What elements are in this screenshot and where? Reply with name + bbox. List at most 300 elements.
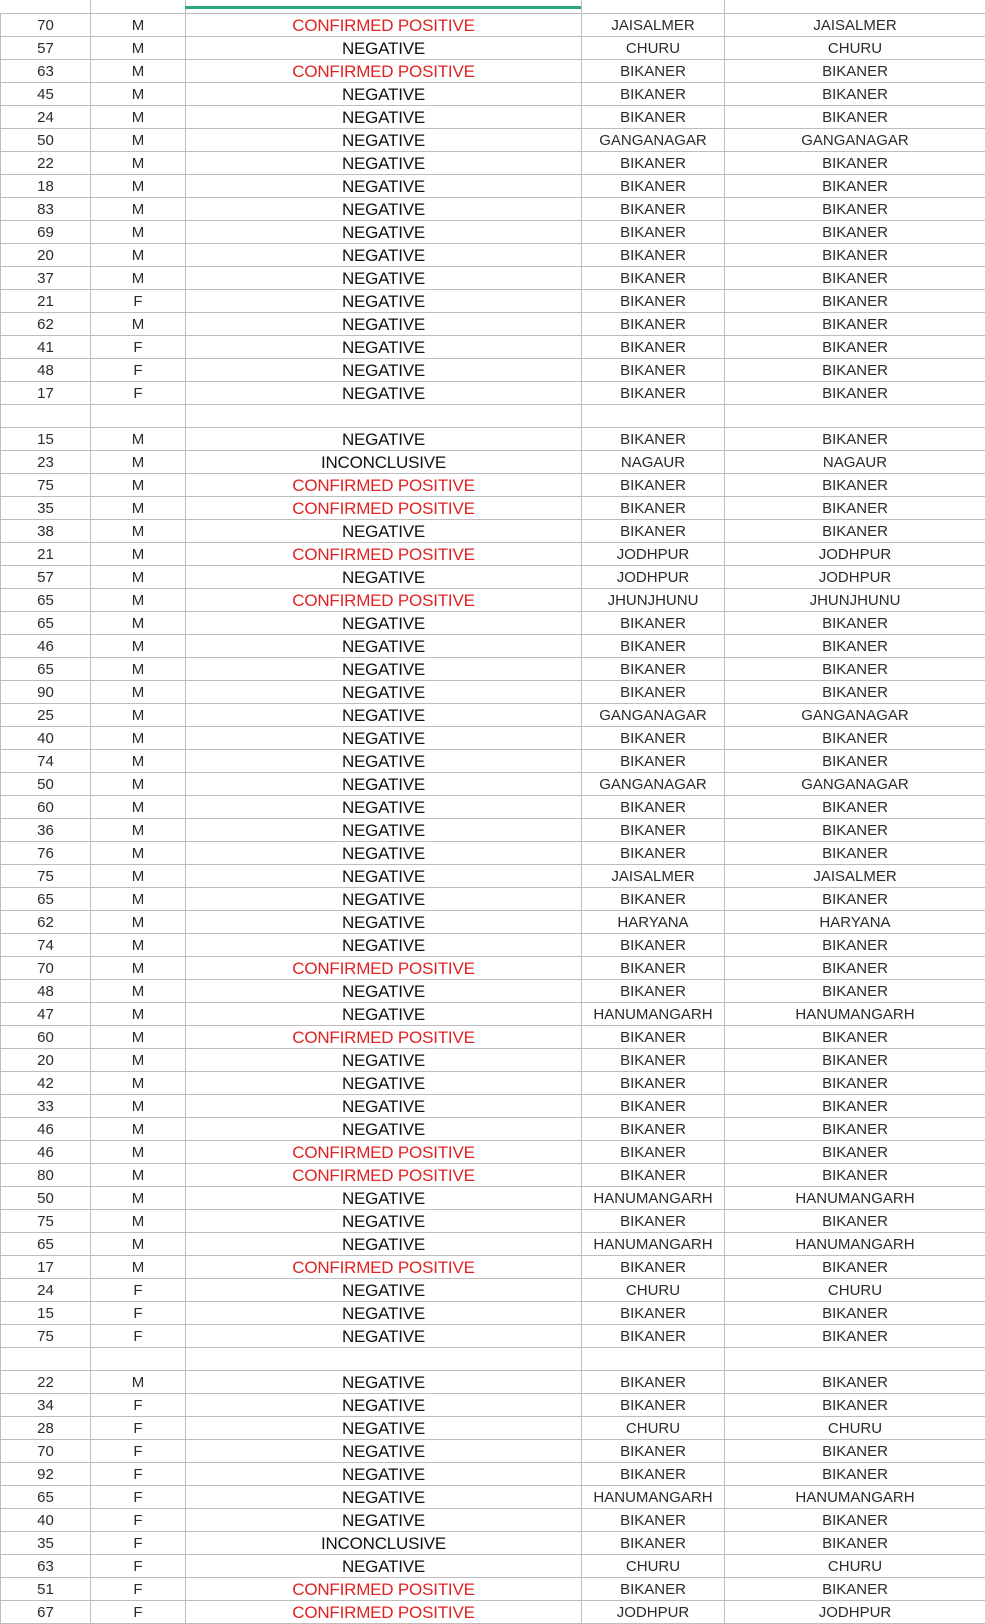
- cell-result[interactable]: NEGATIVE: [186, 290, 582, 313]
- cell-sex[interactable]: M: [91, 129, 186, 152]
- cell-age[interactable]: 50: [1, 1187, 91, 1210]
- cell-district[interactable]: CHURU: [582, 1279, 725, 1302]
- cell-district-2[interactable]: HANUMANGARH: [725, 1187, 985, 1210]
- cell-age[interactable]: 45: [1, 83, 91, 106]
- cell-district[interactable]: BIKANER: [582, 681, 725, 704]
- cell-sex[interactable]: M: [91, 865, 186, 888]
- cell-sex[interactable]: F: [91, 1486, 186, 1509]
- table-row-empty[interactable]: [1, 1348, 985, 1371]
- table-row[interactable]: [1, 451, 985, 474]
- cell-district[interactable]: BIKANER: [582, 359, 725, 382]
- cell-age[interactable]: 92: [1, 1463, 91, 1486]
- cell-age[interactable]: 34: [1, 1394, 91, 1417]
- cell-district[interactable]: BIKANER: [582, 1509, 725, 1532]
- cell-result[interactable]: NEGATIVE: [186, 37, 582, 60]
- cell-age[interactable]: 48: [1, 359, 91, 382]
- table-row[interactable]: [1, 1325, 985, 1348]
- cell-result[interactable]: NEGATIVE: [186, 1003, 582, 1026]
- cell-age[interactable]: 51: [1, 1578, 91, 1601]
- cell-district[interactable]: HANUMANGARH: [582, 1187, 725, 1210]
- cell-result[interactable]: NEGATIVE: [186, 336, 582, 359]
- cell-district[interactable]: JODHPUR: [582, 543, 725, 566]
- table-row[interactable]: [1, 1302, 985, 1325]
- cell-district-2[interactable]: CHURU: [725, 1555, 985, 1578]
- table-row[interactable]: [1, 1417, 985, 1440]
- cell-result[interactable]: CONFIRMED POSITIVE: [186, 1601, 582, 1624]
- table-row[interactable]: [1, 957, 985, 980]
- cell-district-2[interactable]: BIKANER: [725, 1578, 985, 1601]
- cell-result[interactable]: NEGATIVE: [186, 359, 582, 382]
- cell-district[interactable]: JODHPUR: [582, 1601, 725, 1624]
- cell-district-2[interactable]: BIKANER: [725, 313, 985, 336]
- cell-sex[interactable]: M: [91, 1095, 186, 1118]
- cell-age[interactable]: 75: [1, 1325, 91, 1348]
- cell-district[interactable]: BIKANER: [582, 1072, 725, 1095]
- cell-district[interactable]: BIKANER: [582, 474, 725, 497]
- cell-result[interactable]: NEGATIVE: [186, 520, 582, 543]
- cell-sex[interactable]: F: [91, 1417, 186, 1440]
- cell-result[interactable]: NEGATIVE: [186, 842, 582, 865]
- cell-district[interactable]: HANUMANGARH: [582, 1233, 725, 1256]
- table-row[interactable]: [1, 1371, 985, 1394]
- table-row[interactable]: [1, 474, 985, 497]
- cell-age[interactable]: 40: [1, 1509, 91, 1532]
- cell-sex[interactable]: [91, 405, 186, 428]
- cell-result[interactable]: NEGATIVE: [186, 1417, 582, 1440]
- cell-age[interactable]: 23: [1, 451, 91, 474]
- cell-district-2[interactable]: BIKANER: [725, 1141, 985, 1164]
- cell-age[interactable]: 47: [1, 1003, 91, 1026]
- cell-sex[interactable]: M: [91, 520, 186, 543]
- table-row[interactable]: [1, 313, 985, 336]
- table-row[interactable]: [1, 1256, 985, 1279]
- cell-result[interactable]: NEGATIVE: [186, 221, 582, 244]
- cell-age[interactable]: 70: [1, 14, 91, 37]
- cell-result[interactable]: NEGATIVE: [186, 1118, 582, 1141]
- cell-age[interactable]: 38: [1, 520, 91, 543]
- cell-district-2[interactable]: HANUMANGARH: [725, 1003, 985, 1026]
- cell-district-2[interactable]: BIKANER: [725, 497, 985, 520]
- cell-age[interactable]: [1, 1348, 91, 1371]
- cell-district-2[interactable]: GANGANAGAR: [725, 129, 985, 152]
- cell-result[interactable]: NEGATIVE: [186, 1072, 582, 1095]
- cell-district-2[interactable]: JODHPUR: [725, 1601, 985, 1624]
- cell-district-2[interactable]: BIKANER: [725, 1164, 985, 1187]
- cell-district[interactable]: BIKANER: [582, 1371, 725, 1394]
- cell-district[interactable]: BIKANER: [582, 520, 725, 543]
- cell-district[interactable]: BIKANER: [582, 1256, 725, 1279]
- cell-age[interactable]: 74: [1, 750, 91, 773]
- cell-sex[interactable]: M: [91, 451, 186, 474]
- cell-age[interactable]: 24: [1, 106, 91, 129]
- table-row[interactable]: [1, 1601, 985, 1624]
- cell-district[interactable]: BIKANER: [582, 842, 725, 865]
- cell-district[interactable]: CHURU: [582, 1417, 725, 1440]
- cell-sex[interactable]: M: [91, 198, 186, 221]
- table-row[interactable]: [1, 244, 985, 267]
- cell-sex[interactable]: M: [91, 796, 186, 819]
- cell-result[interactable]: NEGATIVE: [186, 727, 582, 750]
- table-row[interactable]: [1, 635, 985, 658]
- cell-result[interactable]: NEGATIVE: [186, 704, 582, 727]
- cell-age[interactable]: 40: [1, 727, 91, 750]
- cell-result[interactable]: NEGATIVE: [186, 175, 582, 198]
- cell-result[interactable]: NEGATIVE: [186, 1302, 582, 1325]
- cell-age[interactable]: 22: [1, 1371, 91, 1394]
- cell-age[interactable]: 41: [1, 336, 91, 359]
- table-row[interactable]: [1, 129, 985, 152]
- cell-age[interactable]: 17: [1, 1256, 91, 1279]
- table-row[interactable]: [1, 842, 985, 865]
- cell-sex[interactable]: M: [91, 1164, 186, 1187]
- cell-result[interactable]: NEGATIVE: [186, 1440, 582, 1463]
- cell-district-2[interactable]: BIKANER: [725, 819, 985, 842]
- cell-sex[interactable]: M: [91, 980, 186, 1003]
- cell-district[interactable]: BIKANER: [582, 1141, 725, 1164]
- cell-district-2[interactable]: BIKANER: [725, 1210, 985, 1233]
- cell-district-2[interactable]: BIKANER: [725, 1371, 985, 1394]
- cell-sex[interactable]: F: [91, 1325, 186, 1348]
- cell-district[interactable]: BIKANER: [582, 957, 725, 980]
- cell-district[interactable]: BIKANER: [582, 313, 725, 336]
- table-row[interactable]: [1, 1578, 985, 1601]
- cell-age[interactable]: 80: [1, 1164, 91, 1187]
- cell-sex[interactable]: M: [91, 14, 186, 37]
- cell-district[interactable]: BIKANER: [582, 1325, 725, 1348]
- table-row[interactable]: [1, 1279, 985, 1302]
- cell-result[interactable]: CONFIRMED POSITIVE: [186, 474, 582, 497]
- table-row[interactable]: [1, 543, 985, 566]
- cell-result[interactable]: NEGATIVE: [186, 1279, 582, 1302]
- cell-district-2[interactable]: BIKANER: [725, 520, 985, 543]
- cell-district-2[interactable]: BIKANER: [725, 727, 985, 750]
- cell-age[interactable]: 20: [1, 244, 91, 267]
- table-row[interactable]: [1, 152, 985, 175]
- cell-sex[interactable]: F: [91, 1509, 186, 1532]
- table-row[interactable]: [1, 14, 985, 37]
- cell-result[interactable]: NEGATIVE: [186, 1233, 582, 1256]
- cell-sex[interactable]: M: [91, 267, 186, 290]
- cell-district-2[interactable]: BIKANER: [725, 382, 985, 405]
- cell-age[interactable]: 65: [1, 1486, 91, 1509]
- cell-sex[interactable]: M: [91, 934, 186, 957]
- cell-result[interactable]: CONFIRMED POSITIVE: [186, 543, 582, 566]
- cell-district[interactable]: BIKANER: [582, 1026, 725, 1049]
- table-row[interactable]: [1, 198, 985, 221]
- cell-district-2[interactable]: BIKANER: [725, 221, 985, 244]
- cell-age[interactable]: 35: [1, 1532, 91, 1555]
- cell-district-2[interactable]: BIKANER: [725, 1072, 985, 1095]
- cell-district-2[interactable]: BIKANER: [725, 842, 985, 865]
- cell-district-2[interactable]: JODHPUR: [725, 543, 985, 566]
- cell-age[interactable]: 57: [1, 566, 91, 589]
- cell-district[interactable]: BIKANER: [582, 1164, 725, 1187]
- cell-district[interactable]: [582, 1348, 725, 1371]
- cell-age[interactable]: 83: [1, 198, 91, 221]
- table-row[interactable]: [1, 1509, 985, 1532]
- cell-age[interactable]: 67: [1, 1601, 91, 1624]
- cell-result[interactable]: NEGATIVE: [186, 635, 582, 658]
- cell-district-2[interactable]: BIKANER: [725, 888, 985, 911]
- cell-sex[interactable]: M: [91, 1233, 186, 1256]
- cell-age[interactable]: 36: [1, 819, 91, 842]
- cell-district[interactable]: GANGANAGAR: [582, 773, 725, 796]
- table-row[interactable]: [1, 267, 985, 290]
- cell-sex[interactable]: M: [91, 819, 186, 842]
- cell-age[interactable]: 17: [1, 382, 91, 405]
- cell-result[interactable]: NEGATIVE: [186, 129, 582, 152]
- cell-district-2[interactable]: BIKANER: [725, 1463, 985, 1486]
- table-row[interactable]: [1, 336, 985, 359]
- cell-district-2[interactable]: BIKANER: [725, 175, 985, 198]
- cell-district-2[interactable]: BIKANER: [725, 1440, 985, 1463]
- cell-district[interactable]: BIKANER: [582, 888, 725, 911]
- cell-sex[interactable]: F: [91, 359, 186, 382]
- cell-sex[interactable]: M: [91, 175, 186, 198]
- cell-sex[interactable]: M: [91, 612, 186, 635]
- cell-district-2[interactable]: JAISALMER: [725, 865, 985, 888]
- cell-district[interactable]: BIKANER: [582, 1394, 725, 1417]
- cell-sex[interactable]: M: [91, 221, 186, 244]
- cell-age[interactable]: 15: [1, 1302, 91, 1325]
- cell-age[interactable]: 74: [1, 934, 91, 957]
- cell-district-2[interactable]: BIKANER: [725, 290, 985, 313]
- cell-sex[interactable]: M: [91, 773, 186, 796]
- cell-result[interactable]: NEGATIVE: [186, 244, 582, 267]
- cell-result[interactable]: NEGATIVE: [186, 313, 582, 336]
- cell-age[interactable]: 46: [1, 1118, 91, 1141]
- cell-age[interactable]: 60: [1, 796, 91, 819]
- cell-district-2[interactable]: BIKANER: [725, 428, 985, 451]
- table-row[interactable]: [1, 796, 985, 819]
- cell-result[interactable]: NEGATIVE: [186, 83, 582, 106]
- cell-district[interactable]: BIKANER: [582, 1532, 725, 1555]
- cell-district[interactable]: BIKANER: [582, 106, 725, 129]
- cell-district-2[interactable]: HANUMANGARH: [725, 1486, 985, 1509]
- cell-district[interactable]: BIKANER: [582, 1095, 725, 1118]
- table-row[interactable]: [1, 175, 985, 198]
- table-row[interactable]: [1, 1118, 985, 1141]
- cell-sex[interactable]: M: [91, 474, 186, 497]
- cell-district[interactable]: BIKANER: [582, 934, 725, 957]
- cell-age[interactable]: 24: [1, 1279, 91, 1302]
- cell-result[interactable]: CONFIRMED POSITIVE: [186, 60, 582, 83]
- cell-age[interactable]: 75: [1, 474, 91, 497]
- cell-district-2[interactable]: JHUNJHUNU: [725, 589, 985, 612]
- cell-district[interactable]: CHURU: [582, 1555, 725, 1578]
- cell-sex[interactable]: M: [91, 37, 186, 60]
- table-row[interactable]: [1, 566, 985, 589]
- cell-result[interactable]: CONFIRMED POSITIVE: [186, 14, 582, 37]
- cell-district-2[interactable]: BIKANER: [725, 681, 985, 704]
- cell-district-2[interactable]: HANUMANGARH: [725, 1233, 985, 1256]
- cell-age[interactable]: 62: [1, 313, 91, 336]
- cell-result[interactable]: NEGATIVE: [186, 566, 582, 589]
- cell-district[interactable]: [582, 405, 725, 428]
- table-row[interactable]: [1, 750, 985, 773]
- cell-district[interactable]: BIKANER: [582, 612, 725, 635]
- cell-district[interactable]: BIKANER: [582, 819, 725, 842]
- cell-district[interactable]: BIKANER: [582, 1440, 725, 1463]
- cell-result[interactable]: NEGATIVE: [186, 1555, 582, 1578]
- cell-district[interactable]: BIKANER: [582, 1463, 725, 1486]
- cell-result[interactable]: NEGATIVE: [186, 1463, 582, 1486]
- cell-district-2[interactable]: GANGANAGAR: [725, 704, 985, 727]
- cell-sex[interactable]: F: [91, 1555, 186, 1578]
- cell-district-2[interactable]: BIKANER: [725, 1095, 985, 1118]
- cell-sex[interactable]: M: [91, 658, 186, 681]
- table-row[interactable]: [1, 359, 985, 382]
- cell-age[interactable]: 65: [1, 589, 91, 612]
- cell-district-2[interactable]: BIKANER: [725, 1256, 985, 1279]
- table-row[interactable]: [1, 1394, 985, 1417]
- cell-sex[interactable]: M: [91, 842, 186, 865]
- cell-district-2[interactable]: BIKANER: [725, 1049, 985, 1072]
- cell-district-2[interactable]: BIKANER: [725, 336, 985, 359]
- cell-sex[interactable]: M: [91, 106, 186, 129]
- cell-district[interactable]: BIKANER: [582, 198, 725, 221]
- table-row[interactable]: [1, 290, 985, 313]
- cell-result[interactable]: [186, 1348, 582, 1371]
- cell-age[interactable]: 46: [1, 635, 91, 658]
- cell-sex[interactable]: M: [91, 750, 186, 773]
- cell-district-2[interactable]: BIKANER: [725, 152, 985, 175]
- cell-result[interactable]: NEGATIVE: [186, 911, 582, 934]
- cell-district-2[interactable]: BIKANER: [725, 980, 985, 1003]
- cell-district-2[interactable]: BIKANER: [725, 198, 985, 221]
- cell-age[interactable]: 42: [1, 1072, 91, 1095]
- cell-sex[interactable]: F: [91, 1279, 186, 1302]
- cell-age[interactable]: 33: [1, 1095, 91, 1118]
- cell-sex[interactable]: M: [91, 1187, 186, 1210]
- cell-sex[interactable]: M: [91, 911, 186, 934]
- cell-district-2[interactable]: BIKANER: [725, 1509, 985, 1532]
- cell-sex[interactable]: M: [91, 497, 186, 520]
- cell-age[interactable]: 37: [1, 267, 91, 290]
- cell-sex[interactable]: F: [91, 1394, 186, 1417]
- cell-result[interactable]: CONFIRMED POSITIVE: [186, 957, 582, 980]
- cell-result[interactable]: NEGATIVE: [186, 750, 582, 773]
- cell-district-2[interactable]: BIKANER: [725, 60, 985, 83]
- cell-age[interactable]: 18: [1, 175, 91, 198]
- cell-result[interactable]: NEGATIVE: [186, 934, 582, 957]
- cell-result[interactable]: NEGATIVE: [186, 428, 582, 451]
- cell-age[interactable]: 65: [1, 612, 91, 635]
- cell-sex[interactable]: M: [91, 888, 186, 911]
- table-row[interactable]: [1, 589, 985, 612]
- cell-result[interactable]: NEGATIVE: [186, 658, 582, 681]
- cell-age[interactable]: 75: [1, 865, 91, 888]
- cell-result[interactable]: CONFIRMED POSITIVE: [186, 1141, 582, 1164]
- table-row[interactable]: [1, 612, 985, 635]
- cell-sex[interactable]: M: [91, 60, 186, 83]
- cell-result[interactable]: NEGATIVE: [186, 1210, 582, 1233]
- cell-sex[interactable]: M: [91, 1256, 186, 1279]
- cell-district-2[interactable]: [725, 1348, 985, 1371]
- cell-district[interactable]: CHURU: [582, 37, 725, 60]
- cell-sex[interactable]: M: [91, 1072, 186, 1095]
- cell-sex[interactable]: F: [91, 1532, 186, 1555]
- cell-age[interactable]: 70: [1, 957, 91, 980]
- table-row[interactable]: [1, 83, 985, 106]
- cell-sex[interactable]: M: [91, 152, 186, 175]
- cell-result[interactable]: NEGATIVE: [186, 773, 582, 796]
- cell-result[interactable]: NEGATIVE: [186, 267, 582, 290]
- cell-district-2[interactable]: BIKANER: [725, 612, 985, 635]
- cell-sex[interactable]: F: [91, 1302, 186, 1325]
- cell-district[interactable]: BIKANER: [582, 658, 725, 681]
- table-row[interactable]: [1, 1210, 985, 1233]
- table-row[interactable]: [1, 1141, 985, 1164]
- cell-sex[interactable]: F: [91, 1578, 186, 1601]
- cell-district-2[interactable]: BIKANER: [725, 1302, 985, 1325]
- cell-result[interactable]: NEGATIVE: [186, 865, 582, 888]
- cell-result[interactable]: CONFIRMED POSITIVE: [186, 589, 582, 612]
- table-row-empty[interactable]: [1, 405, 985, 428]
- cell-age[interactable]: 22: [1, 152, 91, 175]
- table-row[interactable]: [1, 658, 985, 681]
- cell-age[interactable]: 90: [1, 681, 91, 704]
- table-row[interactable]: [1, 1187, 985, 1210]
- cell-result[interactable]: CONFIRMED POSITIVE: [186, 1256, 582, 1279]
- table-row[interactable]: [1, 221, 985, 244]
- table-row[interactable]: [1, 1486, 985, 1509]
- cell-district[interactable]: BIKANER: [582, 796, 725, 819]
- cell-result[interactable]: NEGATIVE: [186, 796, 582, 819]
- table-row[interactable]: [1, 819, 985, 842]
- cell-sex[interactable]: F: [91, 1463, 186, 1486]
- cell-sex[interactable]: M: [91, 589, 186, 612]
- table-row[interactable]: [1, 1233, 985, 1256]
- cell-age[interactable]: 21: [1, 290, 91, 313]
- cell-district-2[interactable]: BIKANER: [725, 957, 985, 980]
- cell-result[interactable]: NEGATIVE: [186, 1371, 582, 1394]
- cell-sex[interactable]: F: [91, 290, 186, 313]
- cell-district-2[interactable]: BIKANER: [725, 1532, 985, 1555]
- cell-district[interactable]: BIKANER: [582, 1118, 725, 1141]
- cell-sex[interactable]: M: [91, 313, 186, 336]
- cell-district[interactable]: JODHPUR: [582, 566, 725, 589]
- cell-result[interactable]: NEGATIVE: [186, 980, 582, 1003]
- cell-result[interactable]: NEGATIVE: [186, 1486, 582, 1509]
- cell-age[interactable]: 50: [1, 773, 91, 796]
- table-row[interactable]: [1, 1003, 985, 1026]
- cell-result[interactable]: INCONCLUSIVE: [186, 451, 582, 474]
- cell-district[interactable]: BIKANER: [582, 980, 725, 1003]
- table-row[interactable]: [1, 1164, 985, 1187]
- table-row[interactable]: [1, 428, 985, 451]
- cell-age[interactable]: 21: [1, 543, 91, 566]
- cell-district[interactable]: JAISALMER: [582, 14, 725, 37]
- cell-district-2[interactable]: BIKANER: [725, 244, 985, 267]
- table-row[interactable]: [1, 727, 985, 750]
- cell-sex[interactable]: M: [91, 244, 186, 267]
- cell-district[interactable]: BIKANER: [582, 1302, 725, 1325]
- cell-result[interactable]: NEGATIVE: [186, 198, 582, 221]
- cell-district-2[interactable]: CHURU: [725, 1279, 985, 1302]
- table-row[interactable]: [1, 1026, 985, 1049]
- cell-result[interactable]: NEGATIVE: [186, 681, 582, 704]
- cell-age[interactable]: 48: [1, 980, 91, 1003]
- table-row[interactable]: [1, 1072, 985, 1095]
- table-row[interactable]: [1, 520, 985, 543]
- cell-sex[interactable]: M: [91, 681, 186, 704]
- cell-district-2[interactable]: CHURU: [725, 1417, 985, 1440]
- cell-result[interactable]: NEGATIVE: [186, 1509, 582, 1532]
- cell-sex[interactable]: M: [91, 727, 186, 750]
- cell-district[interactable]: GANGANAGAR: [582, 704, 725, 727]
- cell-district-2[interactable]: BIKANER: [725, 796, 985, 819]
